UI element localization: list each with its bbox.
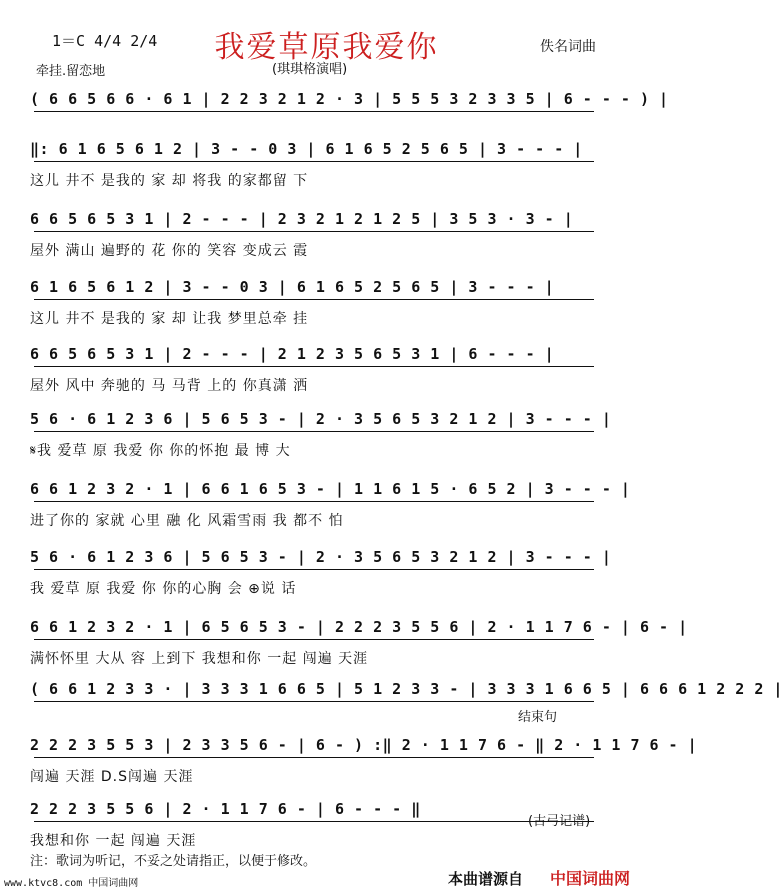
key-signature: 1＝C 4/4 2/4 [52,32,158,50]
lyrics-line: 我想和你 一起 闯遍 天涯 [30,833,197,849]
lyrics-line: 屋外 满山 遍野的 花 你的 笑容 变成云 霞 [30,243,309,259]
beam-underline [34,639,594,640]
music-line: 5 6 · 6 1 2 3 6 | 5 6 5 3 - | 2 · 3 5 6 5 3 2 1 2 | 3 - - - | [30,548,612,566]
beam-underline [34,701,594,702]
music-line: 6 6 1 2 3 2 · 1 | 6 5 6 5 3 - | 2 2 2 3 5 5 6 | 2 · 1 1 7 6 - | 6 - | [30,618,688,636]
lyrics-line: 闯遍 天涯 D.S闯遍 天涯 [30,769,194,785]
beam-underline [34,161,594,162]
source-site: 中国词曲网 [550,869,631,888]
performer-credit: (琪琪格演唱) [272,62,348,77]
beam-underline [34,366,594,367]
lyrics-line: 𝄋我 爱草 原 我爱 你 你的怀抱 最 博 大 [30,443,291,459]
music-line: ( 6 6 5 6 6 · 6 1 | 2 2 3 2 1 2 · 3 | 5 5 5 3 2 3 3 5 | 6 - - - ) | [30,90,669,108]
beam-underline [34,431,594,432]
lyrics-line: 这儿 井不 是我的 家 却 将我 的家都留 下 [30,173,309,189]
beam-underline [34,299,594,300]
music-line: 5 6 · 6 1 2 3 6 | 5 6 5 3 - | 2 · 3 5 6 5 3 2 1 2 | 3 - - - | [30,410,612,428]
music-line: ‖: 6 1 6 5 6 1 2 | 3 - - 0 3 | 6 1 6 5 2 5 6 5 | 3 - - - | [30,140,583,158]
lyrics-line: 进了你的 家就 心里 融 化 风霜雪雨 我 都不 怕 [30,513,344,529]
music-line: ( 6 6 1 2 3 3 · | 3 3 3 1 6 6 5 | 5 1 2 3 3 - | 3 3 3 1 6 6 5 | 6 6 6 1 2 2 2 | [30,680,783,698]
music-line: 6 6 5 6 5 3 1 | 2 - - - | 2 1 2 3 5 6 5 3 1 | 6 - - - | [30,345,555,363]
beam-underline [34,821,594,822]
source-prefix: 本曲谱源自 [448,870,524,888]
lyrics-line: 这儿 井不 是我的 家 却 让我 梦里总牵 挂 [30,311,309,327]
beam-underline [34,231,594,232]
music-line: 6 6 1 2 3 2 · 1 | 6 6 1 6 5 3 - | 1 1 6 1 5 · 6 5 2 | 3 - - - | [30,480,631,498]
transcriber-credit: (古弓记谱) [528,814,591,829]
music-line: 6 1 6 5 6 1 2 | 3 - - 0 3 | 6 1 6 5 2 5 6 5 | 3 - - - | [30,278,555,296]
song-title: 我爱草原我爱你 [214,30,439,65]
footnote: 注：歌词为听记，不妥之处请指正，以便于修改。 [30,854,317,869]
beam-underline [34,569,594,570]
music-line: 2 2 2 3 5 5 3 | 2 3 3 5 6 - | 6 - ) :‖ 2 · 1 1 7 6 - ‖ 2 · 1 1 7 6 - | [30,736,698,754]
composer-credit: 佚名词曲 [540,39,596,55]
ending-label: 结束句 [518,710,558,725]
music-line: 2 2 2 3 5 5 6 | 2 · 1 1 7 6 - | 6 - - - ‖ [30,800,421,818]
watermark: www.ktvc8.com 中国词曲网 [4,878,139,889]
music-line: 6 6 5 6 5 3 1 | 2 - - - | 2 3 2 1 2 1 2 5 | 3 5 3 · 3 - | [30,210,574,228]
expression-mark: 牵挂.留恋地 [36,64,106,79]
lyrics-line: 我 爱草 原 我爱 你 你的心胸 会 ⊕说 话 [30,581,297,597]
lyrics-line: 屋外 风中 奔驰的 马 马背 上的 你真潇 洒 [30,378,309,394]
beam-underline [34,757,594,758]
lyrics-line: 满怀怀里 大从 容 上到下 我想和你 一起 闯遍 天涯 [30,651,369,667]
beam-underline [34,501,594,502]
beam-underline [34,111,594,112]
